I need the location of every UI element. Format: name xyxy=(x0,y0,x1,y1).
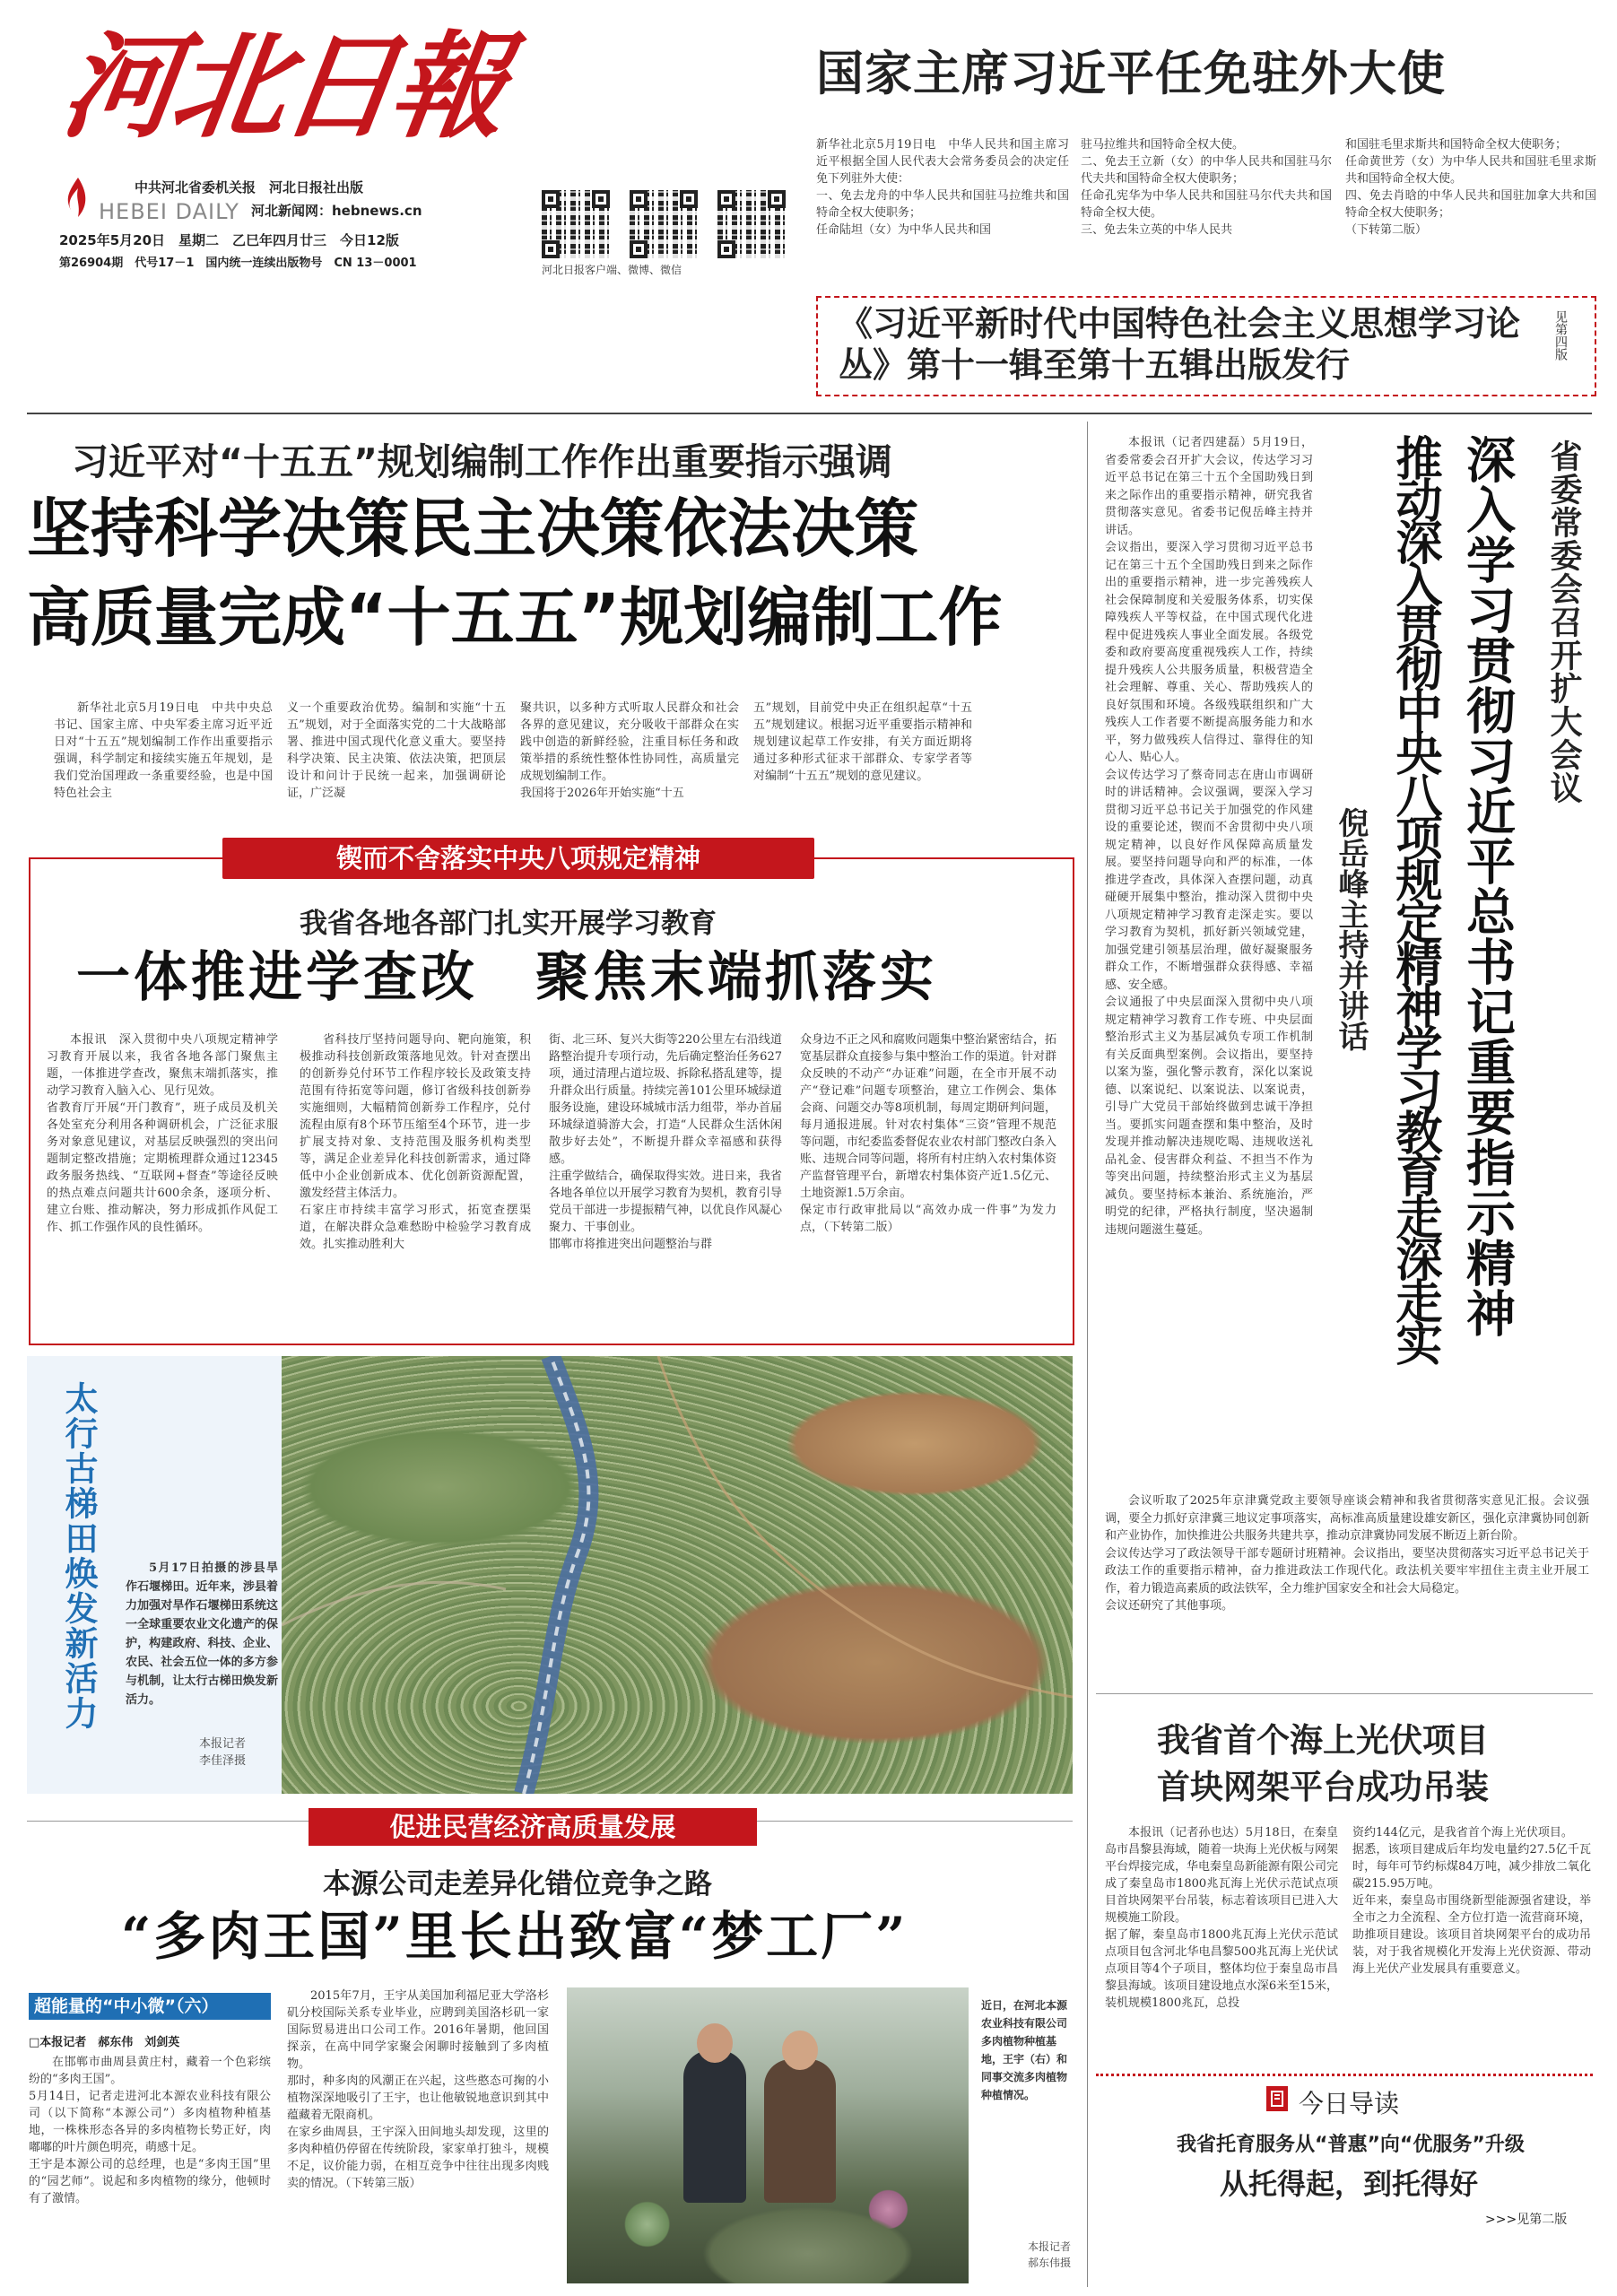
succulent-photo-caption: 近日，在河北本源农业科技有限公司多肉植物种植基地，王宇（右）和同事交流多肉植物种植情况。 xyxy=(981,1999,1068,2101)
solar-col-1: 本报讯（记者孙也达）5月18日，在秦皇岛市昌黎县海域，随着一块海上光伏板与网架平台焊接完成，华电秦皇岛新能源有限公司完成了秦皇岛市1800兆瓦海上光伏示范试点项目首块网架平台吊装，标志着该项目已进入大规模施工阶段。 据了解，秦皇岛市1800兆瓦海上光伏示范试点项目包含河北华电昌黎500兆瓦海上光伏试点项目等4个子项目，整体均位于秦皇岛市昌黎县海域。该项目建设地点水深6米至15米，装机规模1800兆瓦，总投 xyxy=(1105,1826,1338,2010)
succulent-photo[interactable] xyxy=(567,1987,969,2283)
top-story-title[interactable]: 国家主席习近平任免驻外大使 xyxy=(816,47,1446,101)
top-story-col-1: 新华社北京5月19日电 中华人民共和国主席习近平根据全国人民代表大会常务委员会的决定任免下列驻外大使： 一、免去龙舟的中华人民共和国驻马拉维共和国特命全权大使职务； 任命陆坦（女）为中华人民共和国 xyxy=(816,138,1069,237)
lead-col-2: 义一个重要政治优势。编制和实施“十五五”规划，对于全面落实党的二十大战略部署、推进中国式现代化意义重大。要坚持科学决策、民主决策、依法决策，把顶层设计和问计于民统一起来，加强调研论证，广泛凝 xyxy=(287,701,506,800)
today-guide-subhead[interactable]: 从托得起，到托得好 xyxy=(1220,2167,1479,2201)
solar-headline-2[interactable]: 首块网架平台成功吊装 xyxy=(1157,1768,1489,1806)
photo-story-title[interactable]: 太行古梯田焕发新活力 xyxy=(59,1381,98,1731)
solar-col-2: 资约144亿元，是我省首个海上光伏项目。 据悉，该项目建成后年均发电量约27.5亿千瓦时，每年可节约标煤84万吨，减少排放二氧化碳215.95万吨。 近年来，秦皇岛市围绕新型能源强省建设，举全市之力全流程、全方位打造一流营商环境，助推项目建设。该项目首块网架平台的成功吊装，对于我省规模化开发海上光伏资源、带动海上光伏产业发展具有重要意义。 xyxy=(1352,1826,1591,1976)
eight-rules-col-3: 街、北三环、复兴大街等220公里左右沿线道路整治提升专项行动，先后确定整治任务627项，通过清理占道垃圾、拆除私搭乱建等，提升群众出行质量。持续完善101公里环城绿道服务设施，建设环城城市活力组带，举办首届环城绿道骑游大会，打造“人民群众生活休闲散步好去处”，不断提升群众幸福感和获得感。 注重学做结合，确保取得实效。进日来，我省各地各单位以开展学习教育为契机，教育引导党员干部进一步提振精气神，以优良作风凝心聚力、干事创业。 邯郸市将推进突出问题整治与群 xyxy=(549,1033,782,1251)
top-story-col-2: 驻马拉维共和国特命全权大使。 二、免去王立新（女）的中华人民共和国驻马尔代夫共和国特命全权大使职务； 任命孔宪华为中华人民共和国驻马尔代夫共和国特命全权大使。 三、免去朱立英的中华人民共 xyxy=(1081,138,1332,237)
committee-kicker[interactable]: 省委常委会召开扩大会议 xyxy=(1545,439,1582,804)
solar-headline-1[interactable]: 我省首个海上光伏项目 xyxy=(1157,1721,1489,1760)
lead-col-4: 五”规划，目前党中央正在组织起草“十五五”规划建议。根据习近平重要指示精神和规划建议起草工作安排，有关方面近期将通过多种形式征求干部群众、专家学者等对编制“十五五”规划的意见建议。 xyxy=(753,701,972,783)
lead-kicker[interactable]: 习近平对“十五五”规划编制工作作出重要指示强调 xyxy=(72,440,892,483)
eight-rules-headline[interactable]: 一体推进学查改 聚焦末端抓落实 xyxy=(76,946,937,1009)
photo-story-credit: 本报记者 李佳泽摄 xyxy=(199,1737,247,1768)
date-line: 2025年5月20日 星期二 乙巳年四月廿三 今日12版 xyxy=(59,232,399,248)
today-guide-ref[interactable]: >>>见第二版 xyxy=(1485,2213,1568,2227)
book-notice-ref: 见第四版 xyxy=(1553,310,1568,361)
committee-narrow-column: 本报讯（记者四建磊）5月19日，省委常委会召开扩大会议，传达学习习近平总书记在第三十五个全国助残日到来之际作出的重要指示精神，研究我省贯彻落实意见。省委书记倪岳峰主持并讲话。 会议指出，要深入学习贯彻习近平总书记在第三十五个全国助残日到来之际作出的重要指示精神，进一步完善残疾人社会保障制度和关爱服务体系，切实保障残疾人平等权益，在中国式现代化进程中促进残疾人事业全面发展。各级党委和政府要高度重视残疾人工作，持续提升残疾人公共服务质量，积极营造全社会理解、尊重、关心、帮助残疾人的良好氛围和环境。各级残联组织和广大残疾人工作者要不断提高服务能力和水平，努力做残疾人信得过、靠得住的知心人、贴心人。 会议传达学习了蔡奇同志在唐山市调研时的讲话精神。会议强调，要深入学习贯彻习近平总书记关于加强党的作风建设的重要论述，锲而不舍贯彻中央八项规定精神，以良好作风保障高质量发展。要坚持问题导向和严的标准，一体推进学查改，具体深入查摆问题，动真碰硬开展集中整治，推动深入贯彻中央八项规定精神学习教育走深走实。要以学习教育为契机，抓好新兴领域党建，加强党建引领基层治理，做好凝聚服务群众工作，不断增强群众获得感、幸福感、安全感。 会议通报了中央层面深入贯彻中央八项规定精神学习教育工作专班、中央层面整治形式主义为基层减负专项工作机制有关反面典型案例。会议指出，要坚持以案为鉴，强化警示教育，深化以案说德、以案说纪、以案说法、以案说责，引导广大党员干部始终做到忠诚干净担当。要抓实问题查摆和集中整治，及时发现并推动解决违规吃喝、违规收送礼品礼金、侵害群众利益、不担当不作为等突出问题，持续整治形式主义为基层减负。要坚持标本兼治、系统施治，严明党的纪律，严格执行制度，坚决遏制违规问题滋生蔓延。 xyxy=(1105,436,1313,1237)
succulent-photo-credit: 本报记者 郝东伟摄 xyxy=(1027,2240,1071,2269)
top-story-col-3: 和国驻毛里求斯共和国特命全权大使职务； 任命黄世芳（女）为中华人民共和国驻毛里求斯共和国特命全权大使。 四、免去肖晗的中华人民共和国驻加拿大共和国特命全权大使职务； （下转第二版） xyxy=(1345,138,1596,237)
qr-caption: 河北日报客户端、微博、微信 xyxy=(542,264,682,276)
eight-rules-kicker[interactable]: 我省各地各部门扎实开展学习教育 xyxy=(300,908,717,940)
eight-rules-col-1: 本报讯 深入贯彻中央八项规定精神学习教育开展以来，我省各地各部门聚焦主题，一体推进学查改，聚焦末端抓落实，推动学习教育入脑入心、见行见效。 省教育厅开展“开门教育”，班子成员及机关各处室充分利用各种调研机会，广泛征求服务对象意见建议，对基层反映强烈的突出问题制定整改措施；定期梳理群众通过12345政务服务热线、“互联网+督查”等途径反映的热点难点问题共计600余条，逐项分析、建立台账、推动解决，努力形成抓作风促工作、抓工作强作风的良性循环。 xyxy=(47,1033,278,1234)
private-economy-ribbon: 促进民营经济高质量发展 xyxy=(309,1808,757,1846)
private-economy-col-1: 在邯郸市曲周县黄庄村，藏着一个色彩缤纷的“多肉王国”。 5月14日，记者走进河北本源农业科技有限公司（以下简称“本源公司”）多肉植物种植基地，一株株形态各异的多肉植物长势正好，肉嘟嘟的叶片颜色明亮，萌感十足。 王宇是本源公司的总经理，也是“多肉王国”里的“园艺师”。说起和多肉植物的缘分，他顿时有了激情。 xyxy=(29,2056,271,2205)
solar-divider xyxy=(1096,1693,1593,1694)
masthead-divider xyxy=(27,413,1592,414)
today-guide-icon xyxy=(1266,2086,1288,2111)
eight-rules-col-2: 省科技厅坚持问题导向、靶向施策，积极推动科技创新政策落地见效。针对查摆出的创新券兑付环节工作程序较长及政策支持范围有待拓宽等问题，修订省级科技创新券实施细则，大幅精简创新券工作程序，兑付流程由原有8个环节压缩至4个环节，进一步扩展支持对象、支持范围及服务机构类型等，满足企业差异化科技创新需求，通过降低中小企业创新成本、优化创新资源配置，激发经营主体活力。 石家庄市持续丰富学习形式，拓宽查摆渠道，在解决群众急难愁盼中检验学习教育成效。扎实推动胜利大 xyxy=(300,1033,531,1251)
committee-wide-column: 会议听取了2025年京津冀党政主要领导座谈会精神和我省贯彻落实意见汇报。会议强调，要全力抓好京津冀三地议定事项落实，高标准高质量建设雄安新区，强化京津冀协同创新和产业协作，加快推进公共服务共建共享，推动京津冀协同发展不断迈上新台阶。 会议传达学习了政法领导干部专题研讨班精神。会议指出，要坚决贯彻落实习近平总书记关于政法工作的重要指示精神，奋力推进政法工作现代化。政法机关要牢牢扭住主责主业开展工作，着力锻造高素质的政法铁军，全力维护国家安全和社会大局稳定。 会议还研究了其他事项。 xyxy=(1105,1494,1589,1613)
series-tag: 超能量的“中小微”（六） xyxy=(29,1993,271,2020)
lead-col-3: 聚共识，以多种方式听取人民群众和社会各界的意见建议，充分吸收干部群众在实践中创造的新鲜经验，注重目标任务和政策举措的系统性整体性协同性，高质量完成规划编制工作。 我国将于2026年开始实施“十五 xyxy=(520,701,739,800)
committee-headline-2[interactable]: 推动深入贯彻中央八项规定精神学习教育走深走实 xyxy=(1387,434,1441,1361)
eight-rules-ribbon: 锲而不舍落实中央八项规定精神 xyxy=(222,838,814,879)
flame-logo-icon xyxy=(59,176,97,221)
issue-line: 第26904期 代号17－1 国内统一连续出版物号 CN 13－0001 xyxy=(59,257,417,270)
eight-rules-col-4: 众身边不正之风和腐败问题集中整治紧密结合，拓宽基层群众直接参与集中整治工作的渠道。针对群众反映的不动产“办证难”问题，在全市开展不动产“登记难”问题专项整治，建立工作例会、集体会商、问题交办等8项机制，每周定期研判问题，每月通报进展。针对农村集体“三资”管理不规范等问题，市纪委监委督促农业农村部门整改白条入账、违规合同等问题，将所有村庄纳入农村集体资产监督管理平台，新增农村集体资产近1.5亿元、土地资源1.5万余亩。 保定市行政审批局以“高效办成一件事”为发力点，（下转第二版） xyxy=(800,1033,1056,1234)
committee-headline-1[interactable]: 深入学习贯彻习近平总书记重要指示精神 xyxy=(1458,434,1516,1338)
english-name: HEBEI DAILY xyxy=(99,199,239,224)
terrace-photo[interactable] xyxy=(282,1356,1073,1794)
lead-headline-2[interactable]: 高质量完成“十五五”规划编制工作 xyxy=(27,580,1003,655)
masthead-logo: 河北日報 xyxy=(54,20,511,154)
private-economy-byline: □本报记者 郝东伟 刘剑英 xyxy=(29,2036,180,2049)
lead-headline-1[interactable]: 坚持科学决策民主决策依法决策 xyxy=(27,491,919,566)
qr-code-wechat[interactable] xyxy=(717,190,786,258)
today-guide-headline[interactable]: 我省托育服务从“普惠”向“优服务”升级 xyxy=(1177,2134,1525,2156)
lead-col-1: 新华社北京5月19日电 中共中央总书记、国家主席、中央军委主席习近平近日对“十五五”规划编制工作作出重要指示强调，科学制定和接续实施五年规划，是我们党治国理政一条重要经验，也是中国特色社会主 xyxy=(54,701,273,800)
qr-code-client[interactable] xyxy=(542,190,610,258)
book-notice-title[interactable]: 《习近平新时代中国特色社会主义思想学习论丛》第十一辑至第十五辑出版发行 xyxy=(839,303,1521,385)
photo-story-caption: 5月17日拍摄的涉县旱作石堰梯田。近年来，涉县着力加强对旱作石堰梯田系统这一全球重要农业文化遗产的保护，构建政府、科技、企业、农民、社会五位一体的多方参与机制，让太行古梯田焕发新活力。 xyxy=(126,1561,278,1707)
committee-subhead: 倪岳峰主持并讲话 xyxy=(1333,807,1369,1051)
private-economy-headline[interactable]: “多肉王国”里长出致富“梦工厂” xyxy=(121,1906,908,1967)
right-column-rule xyxy=(1087,422,1088,2287)
masthead-sponsor: 中共河北省委机关报 河北日报社出版 xyxy=(135,179,364,196)
private-economy-kicker[interactable]: 本源公司走差异化错位竞争之路 xyxy=(323,1868,712,1900)
website: 河北新闻网：hebnews.cn xyxy=(251,203,422,219)
qr-code-weibo[interactable] xyxy=(630,190,698,258)
today-guide-label: 今日导读 xyxy=(1299,2089,1400,2118)
private-economy-col-2: 2015年7月，王宇从美国加利福尼亚大学洛杉矶分校国际关系专业毕业，应聘到美国洛杉矶一家国际贸易进出口公司工作。2016年暑期，他回国探亲，在高中同学家聚会闲聊时接触到了多肉植物。 那时，种多肉的风潮正在兴起，这些憨态可掬的小植物深深地吸引了王宇，也让他敏锐地意识到其中蕴藏着无限商机。 在家乡曲周县，王宇深入田间地头却发现，这里的多肉种植仍停留在传统阶段，家家单打独斗，规模不足，议价能力弱，在相互竞争中往往出现多肉贱卖的情况。（下转第三版） xyxy=(287,1989,549,2190)
